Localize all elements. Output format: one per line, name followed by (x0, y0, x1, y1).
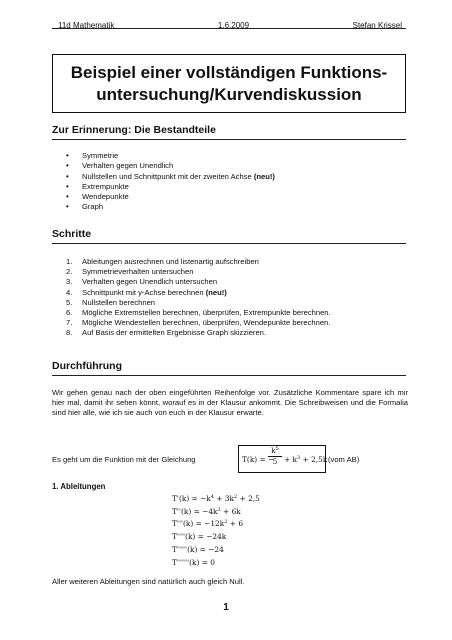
function-rest: + $k^3 + 2,5k$ (284, 455, 328, 464)
list-item: • Graph (66, 202, 275, 212)
header-rule (52, 28, 406, 29)
header-author: Stefan Krissel (352, 21, 402, 30)
title-line-2: untersuchung/Kurvendiskussion (96, 84, 362, 104)
derivatives-list (172, 493, 260, 569)
list-item: 8. Auf Basis der ermittelten Ergebnisse Graph skizzieren. (66, 328, 267, 338)
function-line (52, 446, 402, 474)
list-item: • Nullstellen und Schnittpunkt mit der zweiten Achse (neu!) (66, 172, 275, 182)
intro-paragraph: Wir gehen genau nach der oben eingeführten Reihenfolge vor. Zusätzliche Kommentare spare ich mir hier mal, damit ihr sehen könnt, worauf es in der Klausur ankommt. Die Schreibweisen und die Formalia sind hier alle, wie ich sie auch von euch in der Klausur erwarte. (52, 388, 408, 418)
header-course: 11d Mathematik (58, 21, 115, 30)
function-fraction: $\frac{k^5}{5}$ (268, 446, 282, 467)
list-item: • Symmetrie (66, 151, 275, 161)
header-date: 1.6.2009 (217, 21, 250, 30)
derivatives-footer: Aller weiteren Ableitungen sind natürlich auch gleich Null. (52, 577, 245, 586)
title-box (52, 54, 406, 113)
function-equation-box (238, 445, 326, 473)
section-rule (52, 375, 406, 376)
section-heading-steps: Schritte (52, 228, 92, 240)
section-rule (52, 243, 406, 244)
function-note: (vom AB) (328, 455, 360, 464)
list-item: • Extrempunkte (66, 182, 275, 192)
derivative-line: $T'''(k) = -12k^2 + 6$ (172, 519, 244, 529)
derivative-line: T'''''(k) = −24 (172, 544, 224, 554)
derivative-line: $T''(k) = -4k^3 + 6k$ (172, 506, 241, 516)
derivative-line: $T'(k) = -k^4 + 3k^2 + 2,5$ (172, 494, 260, 503)
list-item: 7. Mögliche Wendestellen berechnen, überprüfen, Wendepunkte berechnen. (66, 318, 331, 328)
list-item: • Wendepunkte (66, 192, 275, 202)
new-marker: (neu!) (205, 287, 227, 297)
steps-list (66, 257, 331, 339)
title-line-1: Beispiel einer vollständigen Funktions- (70, 62, 388, 82)
list-item: 6. Mögliche Extremstellen berechnen, überprüfen, Extrempunkte berechnen. (66, 308, 331, 318)
derivative-line: T''''''(k) = 0 (172, 557, 215, 567)
new-marker: (neu!) (253, 171, 275, 181)
section-rule (52, 139, 406, 140)
derivatives-heading: 1. Ableitungen (52, 482, 106, 491)
derivative-line: T''''(k) = −24k (172, 532, 227, 542)
list-item: 5. Nullstellen berechnen (66, 297, 156, 307)
list-item: 4. Schnittpunkt mit y-Achse berechnen (neu!) (66, 287, 227, 297)
list-item: 3. Verhalten gegen Unendlich untersuchen (66, 277, 218, 287)
list-item: 1. Ableitungen ausrechnen und listenartig aufschreiben (66, 257, 259, 266)
page-number: 1 (223, 602, 229, 613)
list-item: • Verhalten gegen Unendlich (66, 161, 275, 171)
function-intro: Es geht um die Funktion mit der Gleichung (52, 455, 196, 464)
list-item: 2. Symmetrieverhalten untersuchen (66, 267, 194, 277)
section-heading-execution: Durchführung (52, 360, 122, 372)
function-lhs: T(k) = − (242, 455, 275, 464)
section-heading-reminder: Zur Erinnerung: Die Bestandteile (52, 124, 216, 136)
components-list (66, 151, 275, 213)
